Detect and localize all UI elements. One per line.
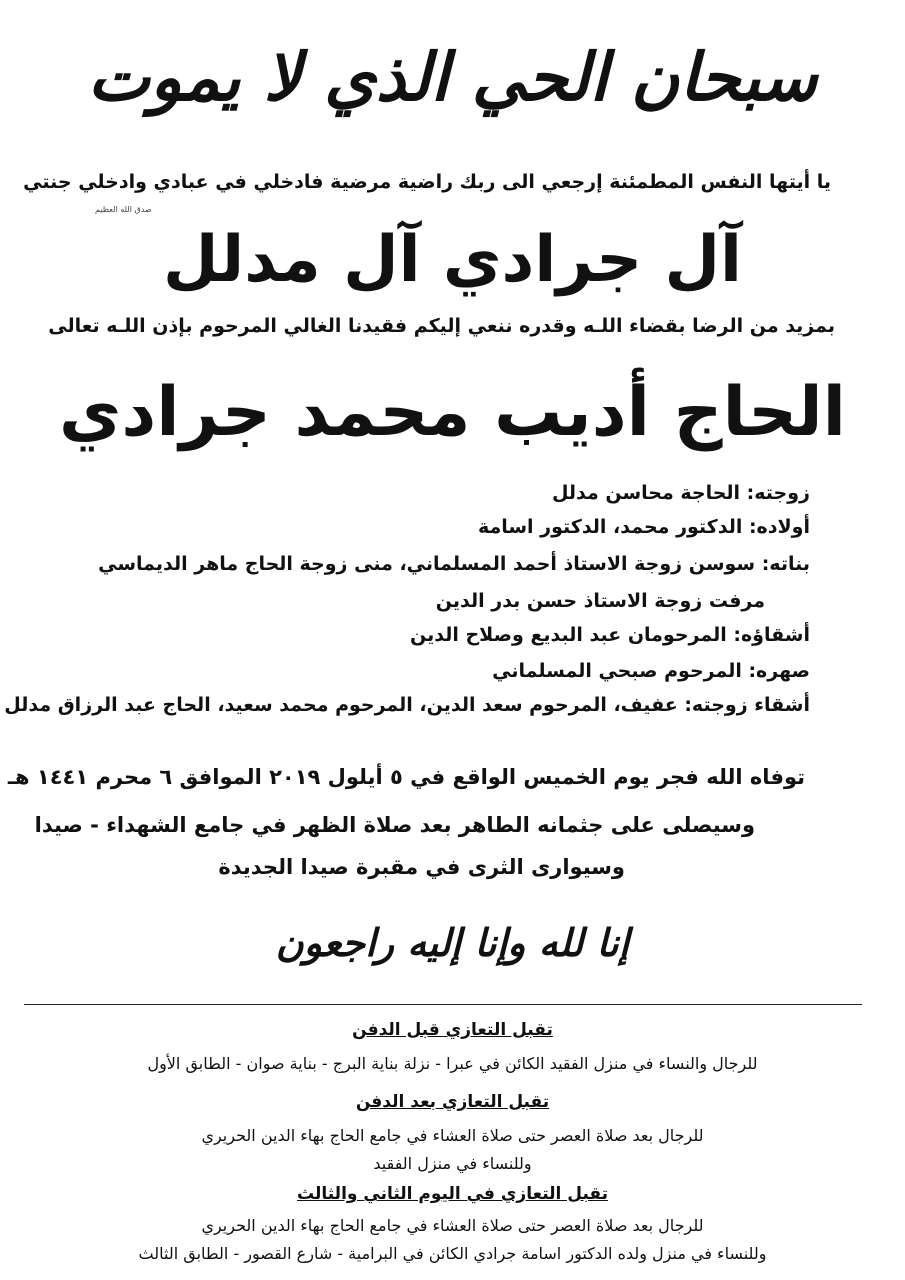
relative-line: صهره: المرحوم صبحي المسلماني xyxy=(492,660,810,682)
funeral-prayer-line: وسيصلى على جثمانه الطاهر بعد صلاة الظهر في جامع الشهداء - صيدا xyxy=(34,813,755,837)
condolence-text: وللنساء في منزل الفقيد xyxy=(373,1154,532,1173)
relative-line: أشقاء زوجته: عفيف، المرحوم سعد الدين، المرحوم محمد سعيد، الحاج عبد الرزاق مدلل xyxy=(4,694,810,716)
condolence-text: للرجال والنساء في منزل الفقيد الكائن في عبرا - نزلة بناية البرج - بناية صوان - الطابق الأول xyxy=(147,1054,758,1073)
header-calligraphy: سبحان الحي الذي لا يموت xyxy=(87,38,818,116)
death-date-line: توفاه الله فجر يوم الخميس الواقع في ٥ أيلول ٢٠١٩ الموافق ٦ محرم ١٤٤١ هـ xyxy=(7,765,805,789)
condolence-heading: تقبل التعازي قبل الدفن xyxy=(352,1020,553,1040)
condolence-heading: تقبل التعازي بعد الدفن xyxy=(355,1092,550,1112)
family-name: آل جرادي آل مدلل xyxy=(163,223,742,297)
verse-attribution: صدق الله العظيم xyxy=(95,205,152,214)
condolence-text: للرجال بعد صلاة العصر حتى صلاة العشاء في جامع الحاج بهاء الدين الحريري xyxy=(201,1126,704,1145)
condolence-text: للرجال بعد صلاة العصر حتى صلاة العشاء في جامع الحاج بهاء الدين الحريري xyxy=(201,1216,704,1235)
deceased-name: الحاج أديب محمد جرادي xyxy=(59,373,846,452)
relative-line: أشقاؤه: المرحومان عبد البديع وصلاح الدين xyxy=(410,624,810,646)
relative-line: أولاده: الدكتور محمد، الدكتور اسامة xyxy=(477,516,810,538)
relative-line: مرفت زوجة الاستاذ حسن بدر الدين xyxy=(435,590,765,612)
relative-line: زوجته: الحاجة محاسن مدلل xyxy=(551,482,810,504)
relative-line: بناته: سوسن زوجة الاستاذ أحمد المسلماني، منى زوجة الحاج ماهر الديماسي xyxy=(98,553,810,575)
announcement-text: بمزيد من الرضا بقضاء اللـه وقدره ننعي إليكم فقيدنا الغالي المرحوم بإذن اللـه تعالى xyxy=(48,315,835,337)
condolence-text: وللنساء في منزل ولده الدكتور اسامة جرادي الكائن في البرامية - شارع القصور - الطابق الثالث xyxy=(138,1244,767,1263)
condolence-heading: تقبل التعازي في اليوم الثاني والثالث xyxy=(296,1184,608,1204)
quran-verse: يا أيتها النفس المطمئنة إرجعي الى ربك راضية مرضية فادخلي في عبادي وادخلي جنتي xyxy=(23,171,831,193)
footer-calligraphy: إنا لله وإنا إليه راجعون xyxy=(275,920,630,965)
burial-line: وسيوارى الثرى في مقبرة صيدا الجديدة xyxy=(218,855,625,879)
section-divider xyxy=(24,1004,862,1005)
